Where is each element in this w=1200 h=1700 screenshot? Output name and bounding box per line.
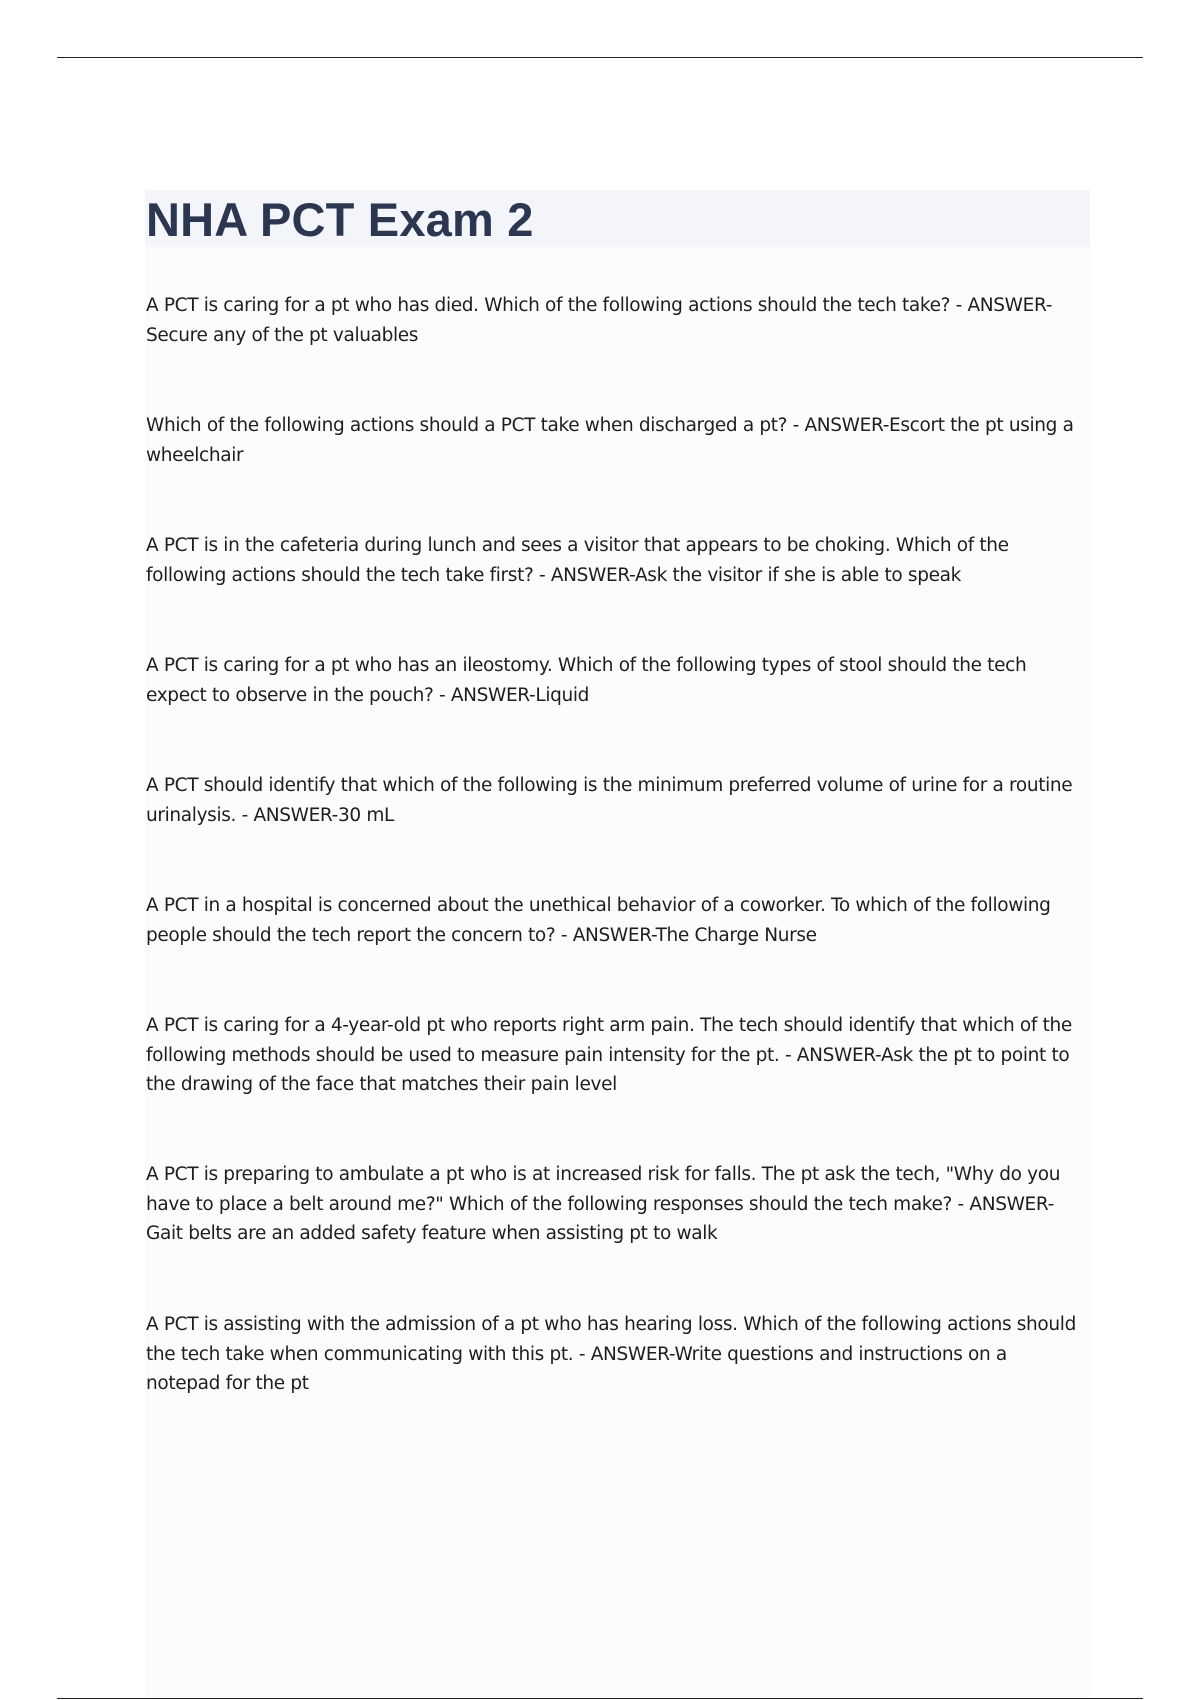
qa-item-9: A PCT is assisting with the admission of a pt who has hearing loss. Which of the following actions should the tech take when communicating with this pt. - ANSWER-Write questions and instructions on a notepad for the pt: [146, 1314, 1082, 1394]
qa-item-7: A PCT is caring for a 4-year-old pt who reports right arm pain. The tech should identify that which of the following methods should be used to measure pain intensity for the pt. - ANSWER-Ask the pt to point to the drawing of the face that matches their pain level: [146, 1015, 1078, 1095]
bottom-rule: [57, 1698, 1143, 1699]
qa-item-5: A PCT should identify that which of the following is the minimum preferred volume of urine for a routine urinalysis. - ANSWER-30 mL: [146, 775, 1078, 826]
qa-item-2: Which of the following actions should a PCT take when discharged a pt? - ANSWER-Escort the pt using a wheelchair: [146, 415, 1080, 466]
qa-item-4: A PCT is caring for a pt who has an ileostomy. Which of the following types of stool should the tech expect to observe in the pouch? - ANSWER-Liquid: [146, 655, 1032, 706]
qa-item-6: A PCT in a hospital is concerned about the unethical behavior of a coworker. To which of the following people should the tech report the concern to? - ANSWER-The Charge Nurse: [146, 895, 1057, 946]
qa-item-3: A PCT is in the cafeteria during lunch and sees a visitor that appears to be choking. Which of the following actions should the tech take first? - ANSWER-Ask the visitor if she is able to speak: [146, 535, 1015, 586]
qa-item-1: A PCT is caring for a pt who has died. Which of the following actions should the tech take? - ANSWER-Secure any of the pt valuables: [146, 295, 1053, 346]
qa-item-8: A PCT is preparing to ambulate a pt who is at increased risk for falls. The pt ask the tech, "Why do you have to place a belt around me?" Which of the following responses should the tech make? - ANSWER-Gait belts are an added safety feature when assisting pt to walk: [146, 1164, 1066, 1244]
top-rule: [57, 57, 1143, 58]
page-title: NHA PCT Exam 2: [146, 193, 534, 246]
